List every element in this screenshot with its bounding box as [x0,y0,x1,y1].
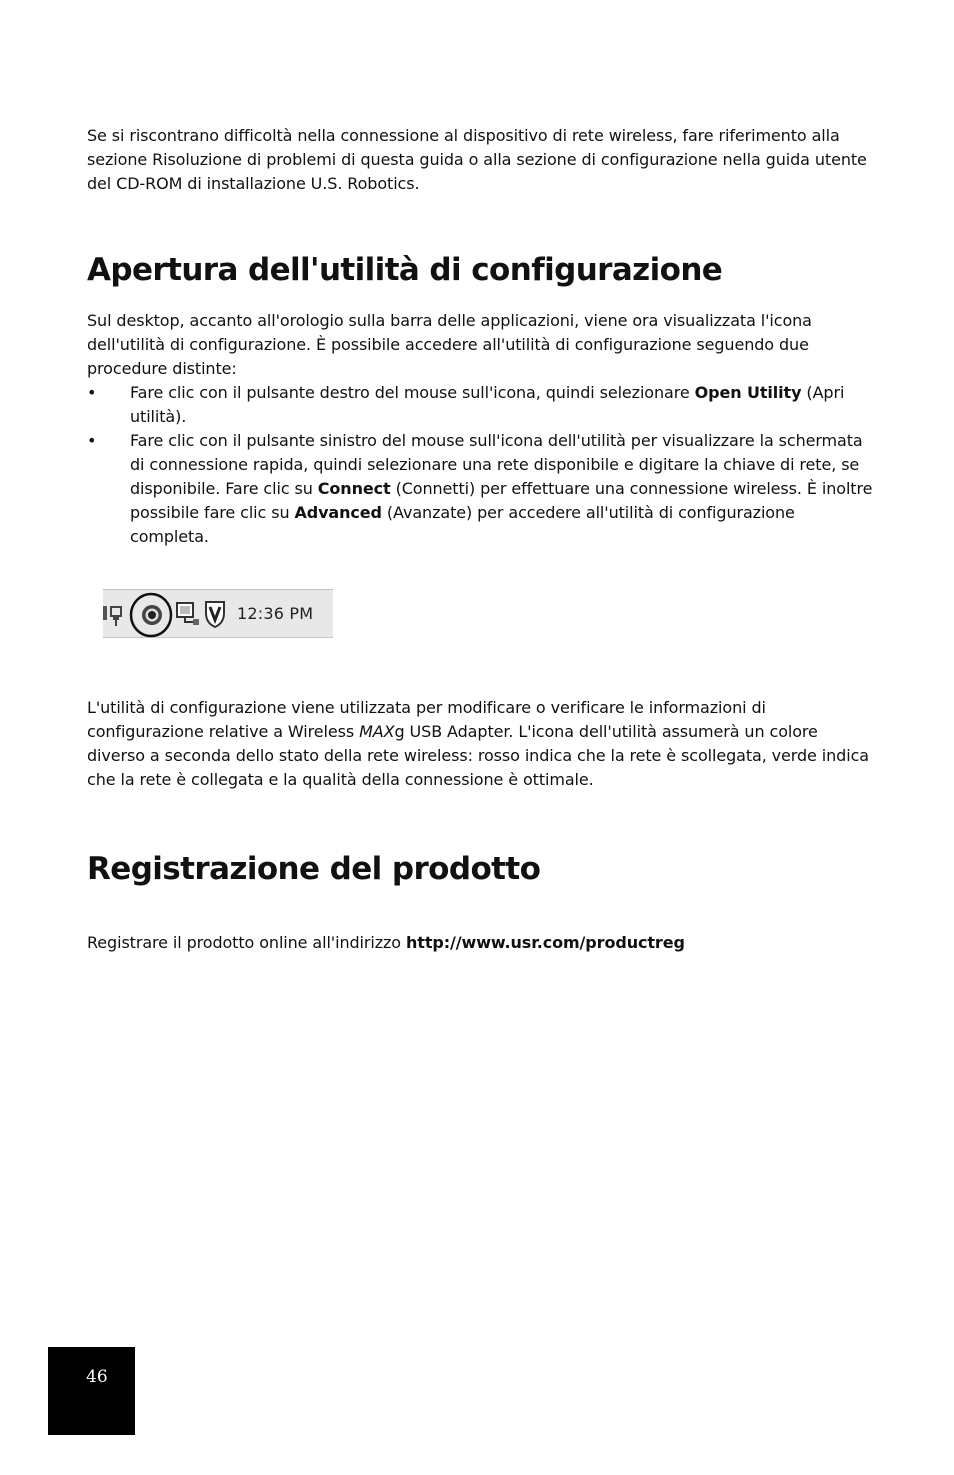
page-number: 46 [86,1367,108,1387]
procedure-list [87,381,877,549]
list-item: • Fare clic con il pulsante destro del mouse sull'icona, quindi selezionare Open Utility (Apri utilità). [87,381,877,429]
section-title-registration: Registrazione del prodotto [87,851,541,887]
page-content [87,124,877,549]
section-body-configuration: Sul desktop, accanto all'orologio sulla barra delle applicazioni, viene ora visualizzata l'icona dell'utilità di configurazione. È possibile accedere all'utilità di configurazione seguendo due procedure distinte: [87,311,812,378]
utility-description-paragraph: L'utilità di configurazione viene utilizzata per modificare o verificare le informazioni di configurazione relative a Wireless MAXg USB Adapter. L'icona dell'utilità assumerà un colore diverso a seconda dello stato della rete wireless: rosso indica che la rete è scollegata, verde indica che la rete è collegata e la qualità della connessione è ottimale. [87,698,869,789]
monitor-icon [175,600,201,628]
taskbar-screenshot [103,589,333,638]
registration-paragraph: Registrare il prodotto online all'indirizzo http://www.usr.com/productreg [87,933,685,952]
clock-text: 12:36 PM [237,604,314,623]
advanced-label: Advanced [294,503,382,522]
page-number-box [48,1347,135,1435]
list-item: • Fare clic con il pulsante sinistro del mouse sull'icona dell'utilità per visualizzare la schermata di connessione rapida, quindi selezionare una rete disponibile e digitare la chiave di rete, se disponibile. Fare clic su Connect (Connetti) per effettuare una connessione wireless. È inoltre possibile fare clic su Advanced (Avanzate) per accedere all'utilità di configurazione completa. [87,429,877,549]
max-italic: MAX [359,722,395,741]
open-utility-label: Open Utility [694,383,802,402]
registration-url[interactable]: http://www.usr.com/productreg [405,933,685,952]
section-title-configuration: Apertura dell'utilità di configurazione [87,252,723,288]
intro-paragraph: Se si riscontrano difficoltà nella connessione al dispositivo di rete wireless, fare riferimento alla sezione Risoluzione di problemi di questa guida o alla sezione di configurazione nella guida utente del CD-ROM di installazione U.S. Robotics. [87,126,867,193]
connect-label: Connect [317,479,391,498]
wireless-utility-icon [128,592,174,638]
shield-icon [203,599,227,629]
network-icon [103,600,127,628]
